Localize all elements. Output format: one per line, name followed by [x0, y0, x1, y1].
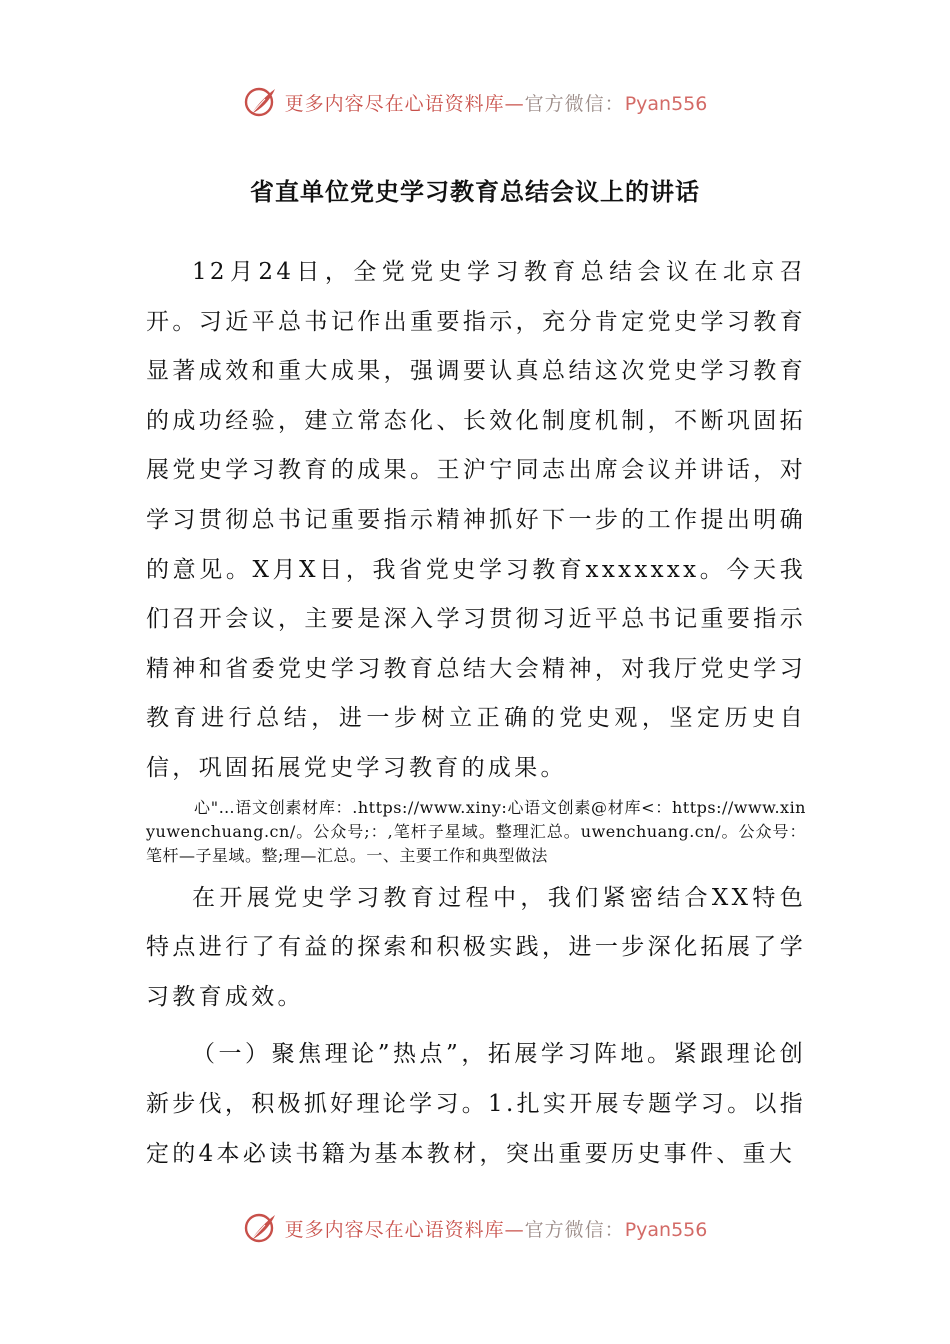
paragraph-section-one: （一）聚焦理论”热点”，拓展学习阵地。紧跟理论创新步伐，积极抓好理论学习。1.扎实开展专题学习。以指定的4本必读书籍为基本教材，突出重要历史事件、重大 [146, 1041, 806, 1167]
header-banner [0, 82, 950, 122]
banner-text: 更多内容尽在心语资料库—官方微信：Pyan556 [284, 1218, 708, 1241]
paragraph-source-note: 心"…语文创素材库：.https://www.xiny:心语文创素@材库<：https://www.xinyuwenchuang.cn/。公众号;：,笔杆子星域。整理汇总。uwenchuang.cn/。公众号：笔杆—子星域。整;理—汇总。一、主要工作和典型做法 [146, 797, 806, 865]
quill-pen-circle-icon [243, 84, 279, 120]
paragraph-practice: 在开展党史学习教育过程中，我们紧密结合XX特色特点进行了有益的探索和积极实践，进一步深化拓展了学习教育成效。 [146, 884, 806, 1010]
paragraph-intro: 12月24日，全党党史学习教育总结会议在北京召开。习近平总书记作出重要指示，充分肯定党史学习教育显著成效和重大成果，强调要认真总结这次党史学习教育的成功经验，建立常态化、长效化制度机制，不断巩固拓展党史学习教育的成果。王沪宁同志出席会议并讲话，对学习贯彻总书记重要指示精神抓好下一步的工作提出明确的意见。X月X日，我省党史学习教育xxxxxxx。今天我们召开会议，主要是深入学习贯彻习近平总书记重要指示精神和省委党史学习教育总结大会精神，对我厅党史学习教育进行总结，进一步树立正确的党史观，坚定历史自信，巩固拓展党史学习教育的成果。 [146, 259, 806, 781]
document-title: 省直单位党史学习教育总结会议上的讲话 [250, 178, 700, 206]
quill-pen-circle-icon [243, 1210, 279, 1246]
banner-text: 更多内容尽在心语资料库—官方微信：Pyan556 [284, 92, 708, 115]
footer-banner [0, 1208, 950, 1248]
document-body [146, 248, 806, 1179]
